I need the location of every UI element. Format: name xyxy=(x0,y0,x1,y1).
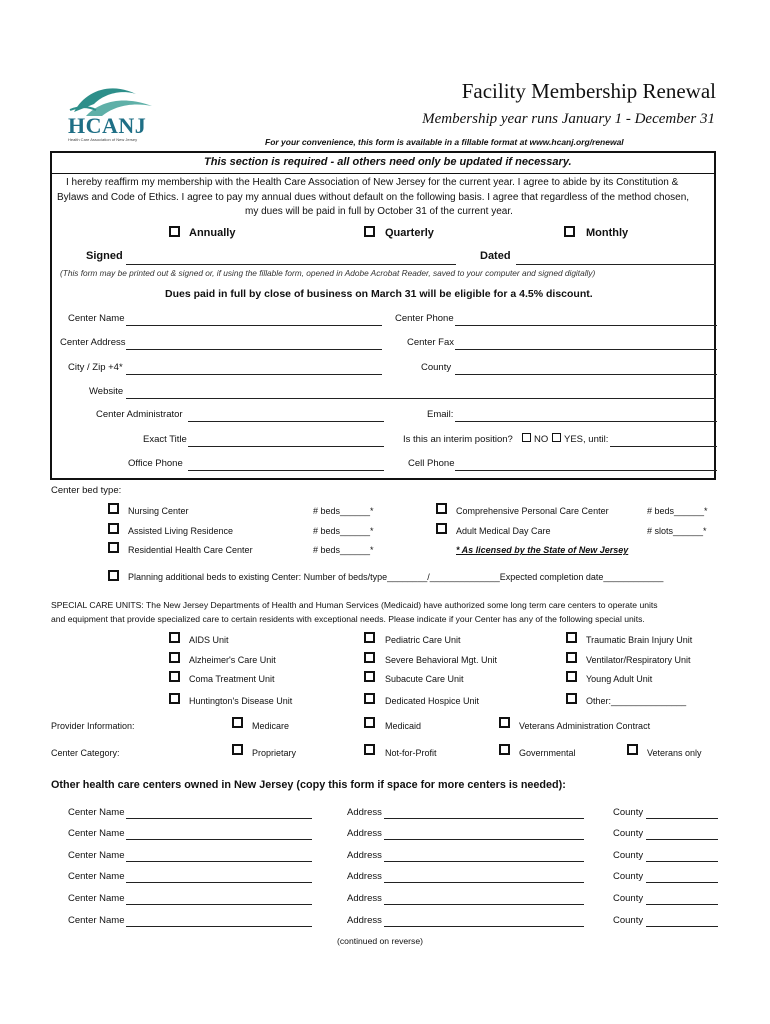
continued-note: (continued on reverse) xyxy=(337,936,423,946)
coma-checkbox[interactable] xyxy=(169,671,180,682)
category-label: Center Category: xyxy=(51,748,120,758)
residential-label: Residential Health Care Center xyxy=(128,545,253,555)
other-center-name-label: Center Name xyxy=(68,850,125,861)
other-center-name-field[interactable] xyxy=(126,818,312,819)
nursing-label: Nursing Center xyxy=(128,506,189,516)
other-center-county-label: County xyxy=(613,893,644,904)
aids-checkbox[interactable] xyxy=(169,632,180,643)
other-center-address-field[interactable] xyxy=(384,904,584,905)
other-center-name-field[interactable] xyxy=(126,926,312,927)
other-center-name-label: Center Name xyxy=(68,893,125,904)
hospice-label: Dedicated Hospice Unit xyxy=(385,696,480,706)
quarterly-checkbox[interactable] xyxy=(364,226,375,237)
other-center-county-field[interactable] xyxy=(646,818,718,819)
logo-tagline: Health Care Association of New Jersey xyxy=(68,137,138,142)
special-care-line-2: and equipment that provide specialized care to certain residents with exceptional needs. Please indicate if your Center has any of the following special units. xyxy=(51,614,645,624)
city-zip-label: City / Zip +4* xyxy=(68,362,123,373)
other-center-county-label: County xyxy=(613,828,644,839)
bed-type-label: Center bed type: xyxy=(51,485,122,496)
pediatric-checkbox[interactable] xyxy=(364,632,375,643)
administrator-label: Center Administrator xyxy=(96,409,183,420)
other-unit-label[interactable]: Other:_______________ xyxy=(586,696,687,706)
other-center-name-field[interactable] xyxy=(126,882,312,883)
dated-field[interactable] xyxy=(516,264,716,265)
comprehensive-beds[interactable]: # beds______* xyxy=(647,506,708,516)
quarterly-label: Quarterly xyxy=(385,227,434,239)
other-center-address-field[interactable] xyxy=(384,882,584,883)
alz-checkbox[interactable] xyxy=(169,652,180,663)
other-center-address-field[interactable] xyxy=(384,926,584,927)
special-care-line-1: SPECIAL CARE UNITS: The New Jersey Departments of Health and Human Services (Medicaid) have authorized some long term care centers to operate units xyxy=(51,600,658,610)
center-fax-label: Center Fax xyxy=(407,337,454,348)
provider-label: Provider Information: xyxy=(51,721,135,731)
signed-field[interactable] xyxy=(126,264,456,265)
medicare-checkbox[interactable] xyxy=(232,717,243,728)
va-label: Veterans Administration Contract xyxy=(519,721,651,731)
nonprofit-checkbox[interactable] xyxy=(364,744,375,755)
city-zip-field[interactable] xyxy=(126,374,382,375)
center-fax-field[interactable] xyxy=(455,349,717,350)
website-field[interactable] xyxy=(126,398,716,399)
other-center-name-label: Center Name xyxy=(68,871,125,882)
center-name-label: Center Name xyxy=(68,313,125,324)
print-note: (This form may be printed out & signed or, if using the fillable form, opened in Adobe Acrobat Reader, saved to your computer and signed digitally) xyxy=(60,268,596,278)
va-checkbox[interactable] xyxy=(499,717,510,728)
other-center-name-field[interactable] xyxy=(126,904,312,905)
gov-checkbox[interactable] xyxy=(499,744,510,755)
other-unit-checkbox[interactable] xyxy=(566,693,577,704)
assisted-checkbox[interactable] xyxy=(108,523,119,534)
nursing-beds[interactable]: # beds______* xyxy=(313,506,374,516)
other-center-address-label: Address xyxy=(347,915,382,926)
interim-until-field[interactable] xyxy=(610,446,717,447)
other-center-county-field[interactable] xyxy=(646,926,718,927)
alz-label: Alzheimer's Care Unit xyxy=(189,655,276,665)
interim-yes-checkbox[interactable] xyxy=(552,433,561,442)
assisted-label: Assisted Living Residence xyxy=(128,526,234,536)
hospice-checkbox[interactable] xyxy=(364,693,375,704)
interim-label: Is this an interim position? xyxy=(403,434,513,445)
other-center-county-field[interactable] xyxy=(646,839,718,840)
county-label: County xyxy=(421,362,452,373)
county-field[interactable] xyxy=(455,374,717,375)
center-phone-field[interactable] xyxy=(455,325,717,326)
subacute-checkbox[interactable] xyxy=(364,671,375,682)
interim-no-label: NO xyxy=(534,434,549,445)
vent-checkbox[interactable] xyxy=(566,652,577,663)
interim-no-checkbox[interactable] xyxy=(522,433,531,442)
other-center-address-label: Address xyxy=(347,893,382,904)
office-phone-field[interactable] xyxy=(188,470,384,471)
exact-title-label: Exact Title xyxy=(143,434,187,445)
cell-phone-field[interactable] xyxy=(455,470,717,471)
adult-day-slots[interactable]: # slots______* xyxy=(647,526,707,536)
other-center-address-field[interactable] xyxy=(384,839,584,840)
required-banner: This section is required - all others need only be updated if necessary. xyxy=(204,156,572,168)
licensed-note: * As licensed by the State of New Jersey xyxy=(456,545,629,555)
medicaid-checkbox[interactable] xyxy=(364,717,375,728)
tbi-label: Traumatic Brain Injury Unit xyxy=(586,635,693,645)
monthly-label: Monthly xyxy=(586,227,629,239)
tbi-checkbox[interactable] xyxy=(566,632,577,643)
nursing-checkbox[interactable] xyxy=(108,503,119,514)
center-name-field[interactable] xyxy=(126,325,382,326)
website-label: Website xyxy=(89,386,124,397)
assisted-beds[interactable]: # beds______* xyxy=(313,526,374,536)
center-phone-label: Center Phone xyxy=(395,313,454,324)
other-center-county-label: County xyxy=(613,871,644,882)
discount-note: Dues paid in full by close of business on March 31 will be eligible for a 4.5% discount. xyxy=(165,288,593,300)
membership-year: Membership year runs January 1 - December 31 xyxy=(422,111,715,127)
other-centers-heading: Other health care centers owned in New Jersey (copy this form if space for more centers is needed): xyxy=(51,779,566,791)
email-label: Email: xyxy=(427,409,454,420)
other-center-name-field[interactable] xyxy=(126,839,312,840)
interim-yes-label: YES, until: xyxy=(564,434,609,445)
center-address-label: Center Address xyxy=(60,337,126,348)
pediatric-label: Pediatric Care Unit xyxy=(385,635,461,645)
behavioral-label: Severe Behavioral Mgt. Unit xyxy=(385,655,498,665)
reaffirm-line-2: Bylaws and Code of Ethics. I agree to pay my annual dues without default on the following basis. I agree that regardless of the method chosen, xyxy=(57,192,690,203)
other-center-county-label: County xyxy=(613,807,644,818)
monthly-checkbox[interactable] xyxy=(564,226,575,237)
young-label: Young Adult Unit xyxy=(586,674,653,684)
other-center-name-label: Center Name xyxy=(68,828,125,839)
hcanj-logo xyxy=(66,80,166,142)
other-center-county-field[interactable] xyxy=(646,882,718,883)
comprehensive-label: Comprehensive Personal Care Center xyxy=(456,506,609,516)
adult-day-checkbox[interactable] xyxy=(436,523,447,534)
other-center-county-field[interactable] xyxy=(646,904,718,905)
other-center-county-label: County xyxy=(613,915,644,926)
other-center-address-field[interactable] xyxy=(384,861,584,862)
annually-label: Annually xyxy=(189,227,236,239)
coma-label: Coma Treatment Unit xyxy=(189,674,275,684)
other-center-address-field[interactable] xyxy=(384,818,584,819)
proprietary-checkbox[interactable] xyxy=(232,744,243,755)
behavioral-checkbox[interactable] xyxy=(364,652,375,663)
other-center-county-label: County xyxy=(613,850,644,861)
other-center-name-label: Center Name xyxy=(68,915,125,926)
residential-beds[interactable]: # beds______* xyxy=(313,545,374,555)
page-title: Facility Membership Renewal xyxy=(461,79,716,103)
subacute-label: Subacute Care Unit xyxy=(385,674,464,684)
exact-title-field[interactable] xyxy=(188,446,384,447)
other-center-address-label: Address xyxy=(347,807,382,818)
residential-checkbox[interactable] xyxy=(108,542,119,553)
vet-checkbox[interactable] xyxy=(627,744,638,755)
aids-label: AIDS Unit xyxy=(189,635,229,645)
comprehensive-checkbox[interactable] xyxy=(436,503,447,514)
email-field[interactable] xyxy=(455,421,717,422)
nonprofit-label: Not-for-Profit xyxy=(385,748,437,758)
medicare-label: Medicare xyxy=(252,721,290,731)
fillable-note: For your convenience, this form is available in a fillable format at www.hcanj.org/renewal xyxy=(265,137,624,147)
other-center-address-label: Address xyxy=(347,871,382,882)
planning-label[interactable]: Planning additional beds to existing Center: Number of beds/type________/______________Expected completion date____________ xyxy=(128,572,664,582)
office-phone-label: Office Phone xyxy=(128,458,183,469)
huntington-checkbox[interactable] xyxy=(169,693,180,704)
logo-text: HCANJ xyxy=(68,113,147,138)
planning-checkbox[interactable] xyxy=(108,570,119,581)
vet-label: Veterans only xyxy=(647,748,702,758)
other-center-county-field[interactable] xyxy=(646,861,718,862)
other-center-name-label: Center Name xyxy=(68,807,125,818)
administrator-field[interactable] xyxy=(188,421,384,422)
other-center-address-label: Address xyxy=(347,850,382,861)
young-checkbox[interactable] xyxy=(566,671,577,682)
annually-checkbox[interactable] xyxy=(169,226,180,237)
proprietary-label: Proprietary xyxy=(252,748,297,758)
center-address-field[interactable] xyxy=(126,349,382,350)
other-center-address-label: Address xyxy=(347,828,382,839)
vent-label: Ventilator/Respiratory Unit xyxy=(586,655,691,665)
signed-label: Signed xyxy=(86,250,123,262)
other-center-name-field[interactable] xyxy=(126,861,312,862)
reaffirm-line-3: my dues will be paid in full by October 31 of the current year. xyxy=(245,206,513,217)
dated-label: Dated xyxy=(480,250,511,262)
medicaid-label: Medicaid xyxy=(385,721,422,731)
gov-label: Governmental xyxy=(519,748,576,758)
adult-day-label: Adult Medical Day Care xyxy=(456,526,551,536)
cell-phone-label: Cell Phone xyxy=(408,458,455,469)
reaffirm-line-1: I hereby reaffirm my membership with the Health Care Association of New Jersey for the current year. I agree to abide by its Constitution & xyxy=(66,177,679,188)
huntington-label: Huntington's Disease Unit xyxy=(189,696,293,706)
